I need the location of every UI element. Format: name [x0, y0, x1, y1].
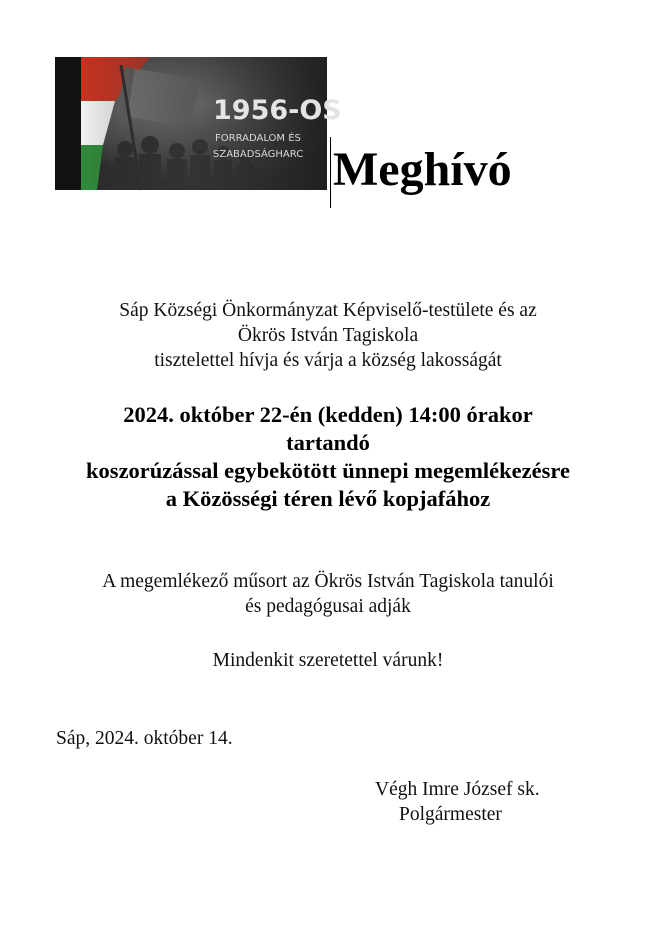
- intro-paragraph: [0, 298, 656, 373]
- event-details: [0, 401, 656, 513]
- banner-image: [55, 57, 342, 190]
- intro-line: tisztelettel hívja és várja a község lakosságát: [154, 350, 502, 371]
- banner-graphic: [55, 57, 342, 190]
- signer-role: Polgármester: [399, 804, 502, 825]
- event-line: tartandó: [286, 430, 370, 455]
- text-cursor: [330, 137, 331, 208]
- program-paragraph: [0, 569, 656, 619]
- intro-line: Sáp Községi Önkormányzat Képviselő-testülete és az: [119, 300, 537, 321]
- event-line: 2024. október 22-én (kedden) 14:00 órakor: [123, 402, 533, 427]
- event-line: a Közösségi téren lévő kopjafához: [165, 486, 491, 511]
- program-line: és pedagógusai adják: [245, 596, 411, 617]
- page-title: Meghívó: [333, 143, 512, 196]
- welcome-text: Mindenkit szeretettel várunk!: [212, 650, 444, 671]
- program-line: A megemlékező műsort az Ökrös István Tagiskola tanulói: [102, 571, 554, 592]
- signer-name: Végh Imre József sk.: [375, 779, 540, 800]
- intro-line: Ökrös István Tagiskola: [237, 325, 419, 346]
- banner-line2-text: SZABADSÁGHARC: [213, 149, 304, 160]
- place-date: Sáp, 2024. október 14.: [56, 728, 233, 749]
- event-line: koszorúzással egybekötött ünnepi megemlékezésre: [86, 458, 570, 483]
- banner-year-text: 1956-OS: [213, 95, 342, 126]
- banner-line1-text: FORRADALOM ÉS: [215, 133, 301, 144]
